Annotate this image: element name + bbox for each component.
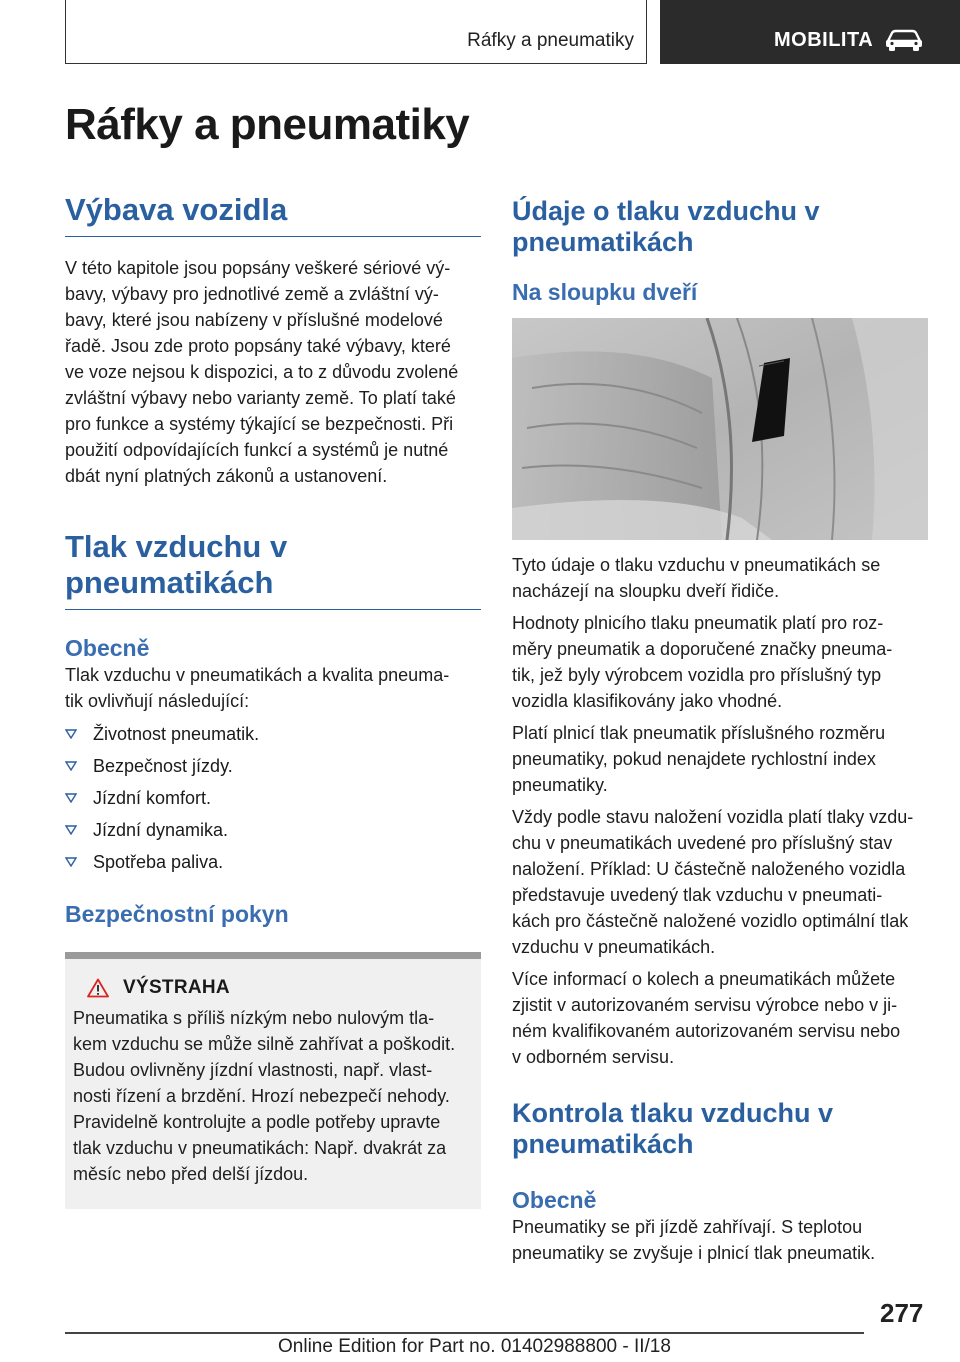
- footer-divider: [65, 1332, 864, 1334]
- udaje-p4: Vždy podle stavu naložení vozidla platí tlaky vzdu‐ chu v pneumatikách uvedené pro příslušný stav naložení. Příklad: U částečně naloženého vozidla představuje uvedený tlak vzduchu v pneumati‐ kách pro částečně naložené vozidlo optimální tlak vzduchu v pneumatikách.: [512, 807, 914, 957]
- warning-title: VÝSTRAHA: [123, 977, 230, 998]
- tlak-intro: Tlak vzduchu v pneumatikách a kvalita pneuma‐ tik ovlivňují následující:: [65, 665, 450, 711]
- udaje-p3: Platí plnicí tlak pneumatik příslušného rozměru pneumatiky, pokud nenajdete rychlostní index pneumatiky.: [512, 723, 886, 795]
- header-chapter: Ráfky a pneumatiky: [467, 30, 634, 51]
- left-column: [65, 186, 481, 1209]
- page-title: Ráfky a pneumatiky: [65, 100, 470, 149]
- list-item: Jízdní komfort.: [65, 782, 481, 814]
- door-pillar-photo: [512, 318, 928, 540]
- car-icon: [884, 28, 924, 52]
- kontrola-p1: Pneumatiky se při jízdě zahřívají. S teplotou pneumatiky se zvyšuje i plnicí tlak pneumatik.: [512, 1217, 876, 1263]
- triangle-bullet-icon: [65, 793, 77, 803]
- factor-list: [65, 718, 481, 878]
- triangle-bullet-icon: [65, 761, 77, 771]
- list-item: Spotřeba paliva.: [65, 846, 481, 878]
- triangle-bullet-icon: [65, 729, 77, 739]
- heading-tlak: Tlak vzduchu v pneumatikách: [65, 523, 481, 610]
- header-section-box: [660, 0, 960, 64]
- heading-udaje: Údaje o tlaku vzduchu v pneumatikách: [512, 196, 820, 257]
- subheading-sloupek: Na sloupku dveří: [512, 279, 698, 305]
- header-chapter-box: [65, 0, 647, 64]
- vybava-text: V této kapitole jsou popsány veškeré sériové vý‐ bavy, výbavy pro jednotlivé země a zvláštní vý‐ bavy, které jsou nabízeny v příslušné modelové řadě. Jsou zde proto popsány také výbavy, které ve voze nejsou k dispozici, a to z důvodu zvolené zvláštní výbavy nebo varianty země. To platí také pro funkce a systémy týkající se bezpečnosti. Při použití odpovídajících funkcí a systémů je nutné dbát nyní platných zákonů a ustanovení.: [65, 258, 459, 486]
- udaje-p5: Více informací o kolech a pneumatikách můžete zjistit v autorizovaném servisu výrobce nebo v ji‐ ném kvalifikovaném autorizovaném servisu nebo v odborném servisu.: [512, 969, 901, 1067]
- triangle-bullet-icon: [65, 857, 77, 867]
- subheading-kontrola-obecne: Obecně: [512, 1187, 597, 1213]
- heading-vybava: Výbava vozidla: [65, 186, 481, 237]
- list-item: Životnost pneumatik.: [65, 718, 481, 750]
- subheading-obecne: Obecně: [65, 635, 150, 661]
- warning-box: [65, 952, 481, 1209]
- subheading-bezpecnost: Bezpečnostní pokyn: [65, 901, 289, 927]
- right-column: [512, 186, 928, 1266]
- heading-kontrola: Kontrola tlaku vzduchu v pneumatikách: [512, 1098, 834, 1159]
- list-item: Jízdní dynamika.: [65, 814, 481, 846]
- page-number: 277: [880, 1298, 924, 1328]
- triangle-bullet-icon: [65, 825, 77, 835]
- warning-text: Pneumatika s příliš nízkým nebo nulovým tla‐ kem vzduchu se může silně zahřívat a poškodit. Budou ovlivněny jízdní vlastnosti, např. vlast‐ nosti řízení a brzdění. Hrozí nebezpečí nehody. Pravidelně kontrolujte a podle potřeby upravte tlak vzduchu v pneumatikách: Např. dvakrát za měsíc nebo před delší jízdou.: [73, 1008, 456, 1184]
- footer-edition: Online Edition for Part no. 01402988800 - II/18: [278, 1336, 671, 1357]
- warning-icon: [87, 978, 109, 998]
- list-item: Bezpečnost jízdy.: [65, 750, 481, 782]
- header-section: MOBILITA: [774, 29, 874, 51]
- udaje-p2: Hodnoty plnicího tlaku pneumatik platí pro roz‐ měry pneumatik a doporučené značky pneuma‐ tik, jež byly výrobcem vozidla pro příslušný typ vozidla klasifikovány jako vhodné.: [512, 613, 893, 711]
- udaje-p1: Tyto údaje o tlaku vzduchu v pneumatikách se nacházejí na sloupku dveří řidiče.: [512, 555, 881, 601]
